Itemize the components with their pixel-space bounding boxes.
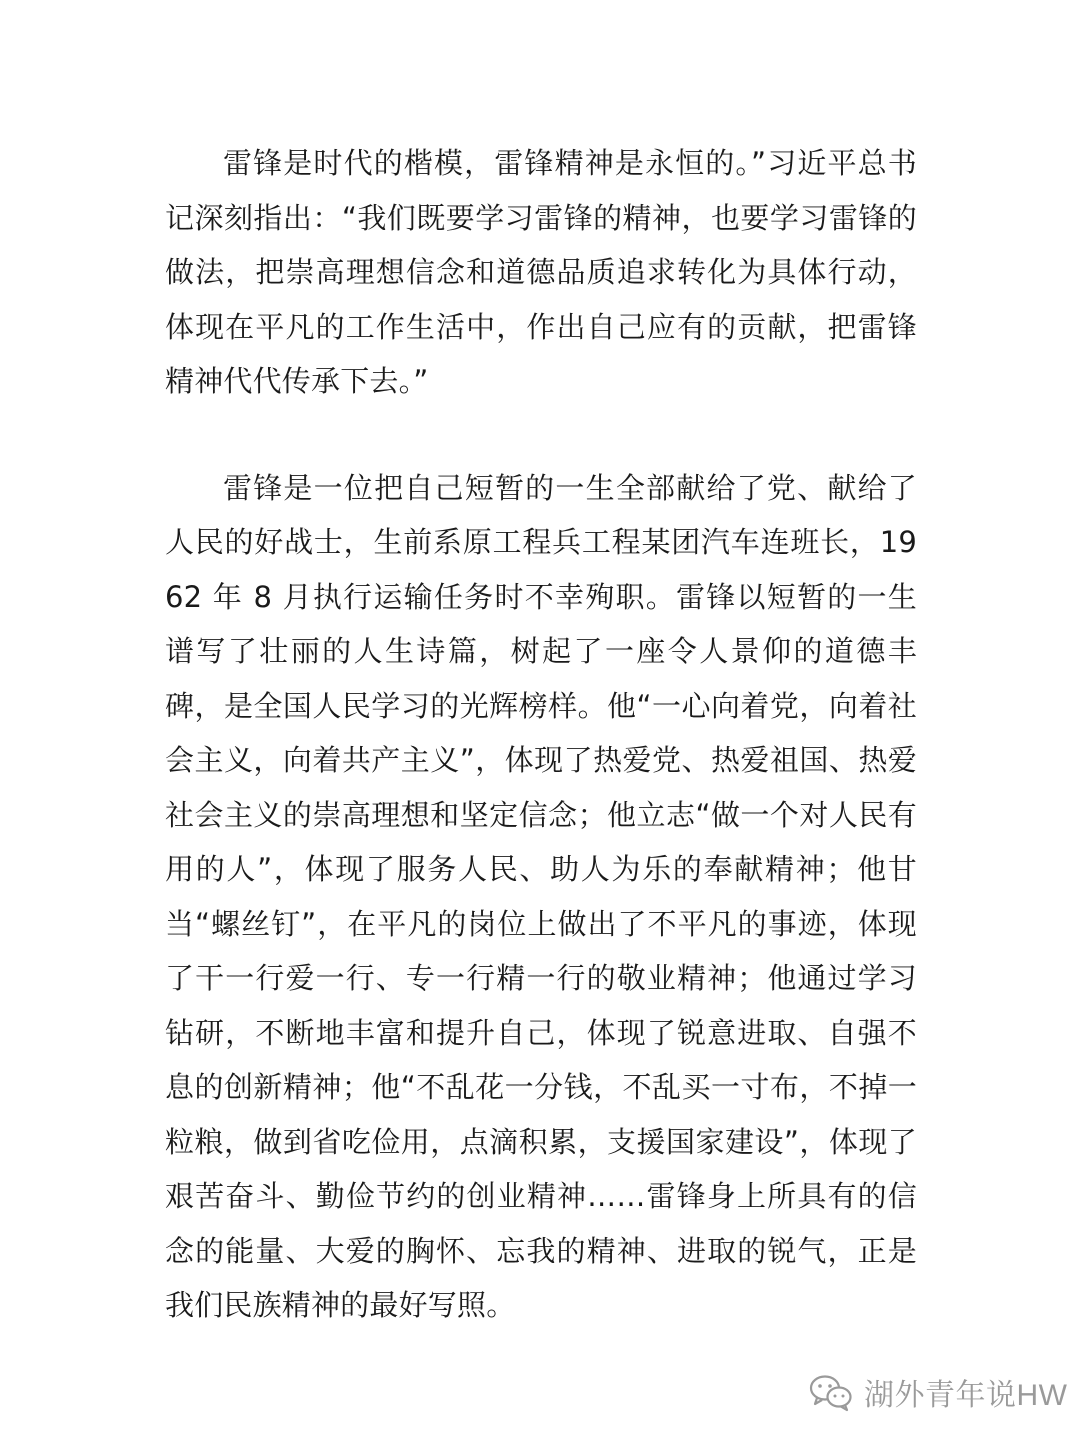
account-watermark xyxy=(808,1364,1067,1420)
article-paragraph-2: 雷锋是一位把自己短暂的一生全部献给了党、献给了人民的好战士，生前系原工程兵工程某团汽车连班长，1962 年 8 月执行运输任务时不幸殉职。雷锋以短暂的一生谱写了壮丽的人生诗篇，树起了一座令人景仰的道德丰碑，是全国人民学习的光辉榜样。他“一心向着党，向着社会主义，向着共产主义”，体现了热爱党、热爱祖国、热爱社会主义的崇高理想和坚定信念；他立志“做一个对人民有用的人”，体现了服务人民、助人为乐的奉献精神；他甘当“螺丝钉”，在平凡的岗位上做出了不平凡的事迹，体现了干一行爱一行、专一行精一行的敬业精神；他通过学习钻研，不断地丰富和提升自己，体现了锐意进取、自强不息的创新精神；他“不乱花一分钱，不乱买一寸布，不掉一粒粮，做到省吃俭用，点滴积累，支援国家建设”，体现了艰苦奋斗、勤俭节约的创业精神……雷锋身上所具有的信念的能量、大爱的胸怀、忘我的精神、进取的锐气，正是我们民族精神的最好写照。 xyxy=(165,470,917,1322)
article-body xyxy=(165,136,917,1333)
wechat-icon xyxy=(808,1372,854,1412)
article-paragraph-1: 雷锋是时代的楷模，雷锋精神是永恒的。”习近平总书记深刻指出：“我们既要学习雷锋的精神，也要学习雷锋的做法，把崇高理想信念和道德品质追求转化为具体行动，体现在平凡的工作生活中，作出自己应有的贡献，把雷锋精神代代传承下去。” xyxy=(165,146,917,398)
account-name: 湖外青年说HW xyxy=(864,1379,1068,1412)
